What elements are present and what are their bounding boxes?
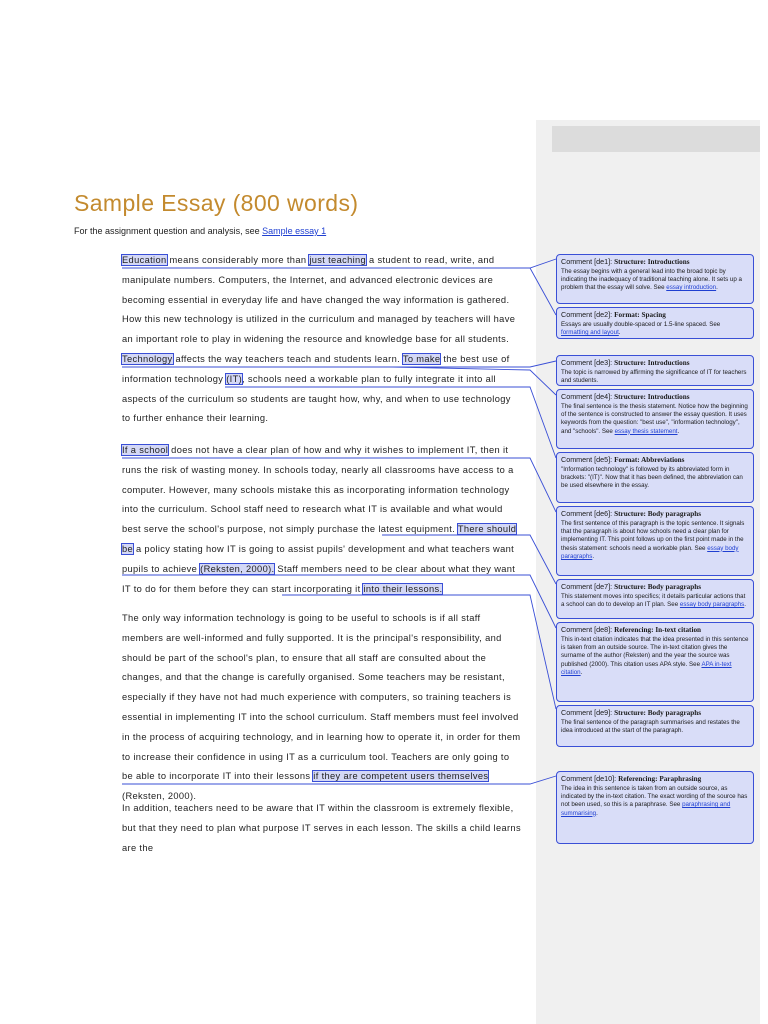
comment-text-tail: .: [716, 284, 718, 292]
essay-paragraph-2: [122, 441, 522, 599]
comment-de8[interactable]: [556, 622, 754, 702]
comment-id: Comment [de7]:: [561, 582, 615, 591]
commented-text[interactable]: if they are competent users themselves: [313, 771, 489, 782]
paragraph-text: , schools need a workable plan to fully integrate it into all aspects of the curriculum so students are taught how, why, and when to use technology to further enhance their learning.: [122, 373, 511, 424]
paragraph-text: means considerably more than: [166, 255, 310, 265]
essay-title: Sample Essay (800 words): [74, 190, 359, 216]
comment-text-tail: .: [618, 329, 621, 337]
comment-text-tail: .: [580, 668, 583, 676]
comment-text-tail: .: [596, 809, 598, 817]
paragraph-text: Staff members need to be clear about what they want IT to do for them before they can start incorporating it: [122, 563, 516, 594]
comment-category: Referencing: In-text citation: [614, 626, 702, 634]
paragraph-text: (Reksten, 2000).: [122, 791, 197, 802]
comment-body: [561, 321, 749, 337]
comment-id: Comment [de1]:: [561, 257, 615, 266]
essay-paragraph-1: [122, 251, 522, 429]
comment-body: [561, 593, 749, 609]
intro-line: [74, 226, 326, 236]
sample-essay-link[interactable]: Sample essay 1: [262, 226, 327, 236]
comment-link[interactable]: APA in-text citation: [561, 660, 732, 676]
comment-de5[interactable]: [556, 452, 754, 503]
comment-de6[interactable]: [556, 506, 754, 576]
comment-id: Comment [de3]:: [561, 358, 615, 367]
comment-heading: [561, 774, 749, 784]
comment-body: [561, 403, 749, 436]
comment-body: [561, 369, 749, 385]
comment-text: This statement moves into specifics; it details particular actions that a school can do to develop an IT plan. See: [561, 593, 746, 609]
comment-id: Comment [de4]:: [561, 392, 615, 401]
comment-body: [561, 636, 749, 677]
comment-heading: [561, 310, 749, 320]
paragraph-text: a student to read, write, and manipulate numbers. Computers, the Internet, and advanced electronic devices are becoming essential in everyday life and have changed the way information is gathered. How this new technology is utilized in the curriculum and managed by teachers will have an important role to play in widening the resource and knowledge base for all students.: [122, 255, 516, 345]
paragraph-text: a policy stating how IT is going to assist pupils' development and what teachers want pupils to achieve: [122, 543, 515, 574]
comment-de7[interactable]: [556, 579, 754, 619]
comment-text: The topic is narrowed by affirming the significance of IT for teachers and students.: [561, 369, 747, 385]
paragraph-text: the best use of information technology: [122, 353, 510, 384]
comment-category: Structure: Body paragraphs: [614, 583, 702, 591]
comment-link[interactable]: essay introduction: [666, 284, 717, 292]
paragraph-text: affects the way teachers teach and students learn.: [172, 353, 403, 364]
comment-heading: [561, 582, 749, 592]
comment-category: Format: Abbreviations: [614, 456, 685, 464]
comment-de4[interactable]: [556, 389, 754, 449]
comment-margin-header: [552, 126, 760, 152]
comment-heading: [561, 625, 749, 635]
commented-text[interactable]: (Reksten, 2000).: [200, 563, 275, 574]
commented-text[interactable]: There should be: [122, 524, 517, 554]
comment-link[interactable]: paraphrasing and summarising: [561, 801, 731, 817]
comment-link[interactable]: formatting and layout: [561, 329, 619, 337]
comment-text-tail: .: [677, 427, 680, 435]
comment-category: Structure: Body paragraphs: [614, 709, 702, 717]
comment-text: The final sentence of the paragraph summarises and restates the idea introduced at the start of the paragraph.: [561, 719, 740, 735]
comment-category: Structure: Introductions: [614, 258, 690, 266]
commented-text[interactable]: Technology: [122, 353, 173, 364]
comment-category: Structure: Introductions: [614, 393, 690, 401]
commented-text[interactable]: into their lessons.: [363, 583, 443, 594]
comment-category: Structure: Body paragraphs: [614, 510, 702, 518]
commented-text[interactable]: If a school: [122, 445, 169, 455]
essay-paragraph-4: [122, 799, 522, 858]
comment-body: [561, 466, 749, 491]
comment-heading: [561, 392, 749, 402]
commented-text[interactable]: (IT): [226, 373, 243, 384]
commented-text[interactable]: To make: [402, 353, 441, 364]
comment-id: Comment [de6]:: [561, 509, 615, 518]
comment-text: The final sentence is the thesis statement. Notice how the beginning of the sentence is constructed to answer the essay question. It uses keywords from the question: "best use", "information technology", and "schools". See: [561, 403, 748, 435]
comment-id: Comment [de8]:: [561, 625, 615, 634]
comment-de3[interactable]: [556, 355, 754, 386]
comment-de2[interactable]: [556, 307, 754, 339]
comment-heading: [561, 509, 749, 519]
comment-text: The essay begins with a general lead into the broad topic by indicating the inadequacy of traditional teaching alone. It sets up a problem that the essay will solve. See: [561, 268, 742, 292]
comment-text: This in-text citation indicates that the idea presented in this sentence is taken from an outside source. The in-text citation gives the surname of the author (Reksten) and the year the source was published (2000). This citation uses APA style. See: [561, 636, 749, 668]
comment-category: Structure: Introductions: [614, 359, 690, 367]
comment-text: Essays are usually double-spaced or 1.5-line spaced. See: [561, 321, 721, 328]
paragraph-text: The only way information technology is going to be useful to schools is if all staff members are well-informed and fully supported. It is the principal's responsibility, and should be part of the school's plan, to ensure that all staff are consulted about the changes, and that the change is carefully organised. Some teachers may be resistant, especially if they have not had much experience with computers, so training teachers is essential in implementing IT into the school curriculum. Staff members must feel involved in the process of acquiring technology, and in learning how to operate it, in order for them to increase their confidence in using IT as a curriculum tool. Teachers are only going to be able to incorporate IT into their lessons: [122, 613, 521, 782]
comment-body: [561, 785, 749, 818]
comment-de1[interactable]: [556, 254, 754, 304]
comment-id: Comment [de2]:: [561, 310, 615, 319]
essay-paragraph-3: [122, 609, 522, 807]
comment-heading: [561, 257, 749, 267]
comment-body: [561, 268, 749, 293]
paragraph-text: In addition, teachers need to be aware that IT within the classroom is extremely flexible, but that they need to plan what purpose IT serves in each lesson. The skills a child learns are the: [122, 803, 521, 853]
comment-heading: [561, 358, 749, 368]
comment-body: [561, 719, 749, 735]
paragraph-text: does not have a clear plan of how and why it wishes to implement IT, then it runs the risk of wasting money. In schools today, nearly all classrooms have access to a computer. However, many schools mistake this as incorporating information technology into the curriculum. School staff need to research what IT is available and what would best serve the school's purpose, not simply purchase the latest equipment.: [122, 445, 514, 535]
intro-text: For the assignment question and analysis, see: [74, 226, 263, 236]
comment-link[interactable]: essay body paragraphs: [561, 544, 739, 560]
comment-category: Referencing: Paraphrasing: [618, 775, 702, 783]
comment-heading: [561, 708, 749, 718]
comment-heading: [561, 455, 749, 465]
commented-text[interactable]: just teaching: [309, 255, 367, 265]
comment-de9[interactable]: [556, 705, 754, 747]
comment-id: Comment [de10]:: [561, 774, 619, 783]
comment-text: The first sentence of this paragraph is the topic sentence. It signals that the paragraph is about how schools need a clear plan for implementing IT. This point follows up on the first point made in the thesis statement: schools need a workable plan. See: [561, 520, 745, 552]
commented-text[interactable]: Education: [122, 255, 167, 265]
comment-text-tail: .: [744, 601, 746, 609]
comment-link[interactable]: essay body paragraphs: [679, 601, 745, 609]
comment-text-tail: .: [592, 552, 595, 560]
comment-text: "Information technology" is followed by its abbreviated form in brackets: "(IT)". Now that it has been defined, the abbreviation can be used elsewhere in the essay.: [561, 466, 743, 490]
comment-link[interactable]: essay thesis statement: [614, 427, 678, 435]
comment-de10[interactable]: [556, 771, 754, 844]
comment-category: Format: Spacing: [614, 311, 666, 319]
comment-id: Comment [de9]:: [561, 708, 615, 717]
comment-body: [561, 520, 749, 561]
comment-text: The idea in this sentence is taken from an outside source, as indicated by the in-text citation. The exact wording of the source has not been used, so this is a paraphrase. See: [561, 785, 748, 809]
comment-id: Comment [de5]:: [561, 455, 615, 464]
